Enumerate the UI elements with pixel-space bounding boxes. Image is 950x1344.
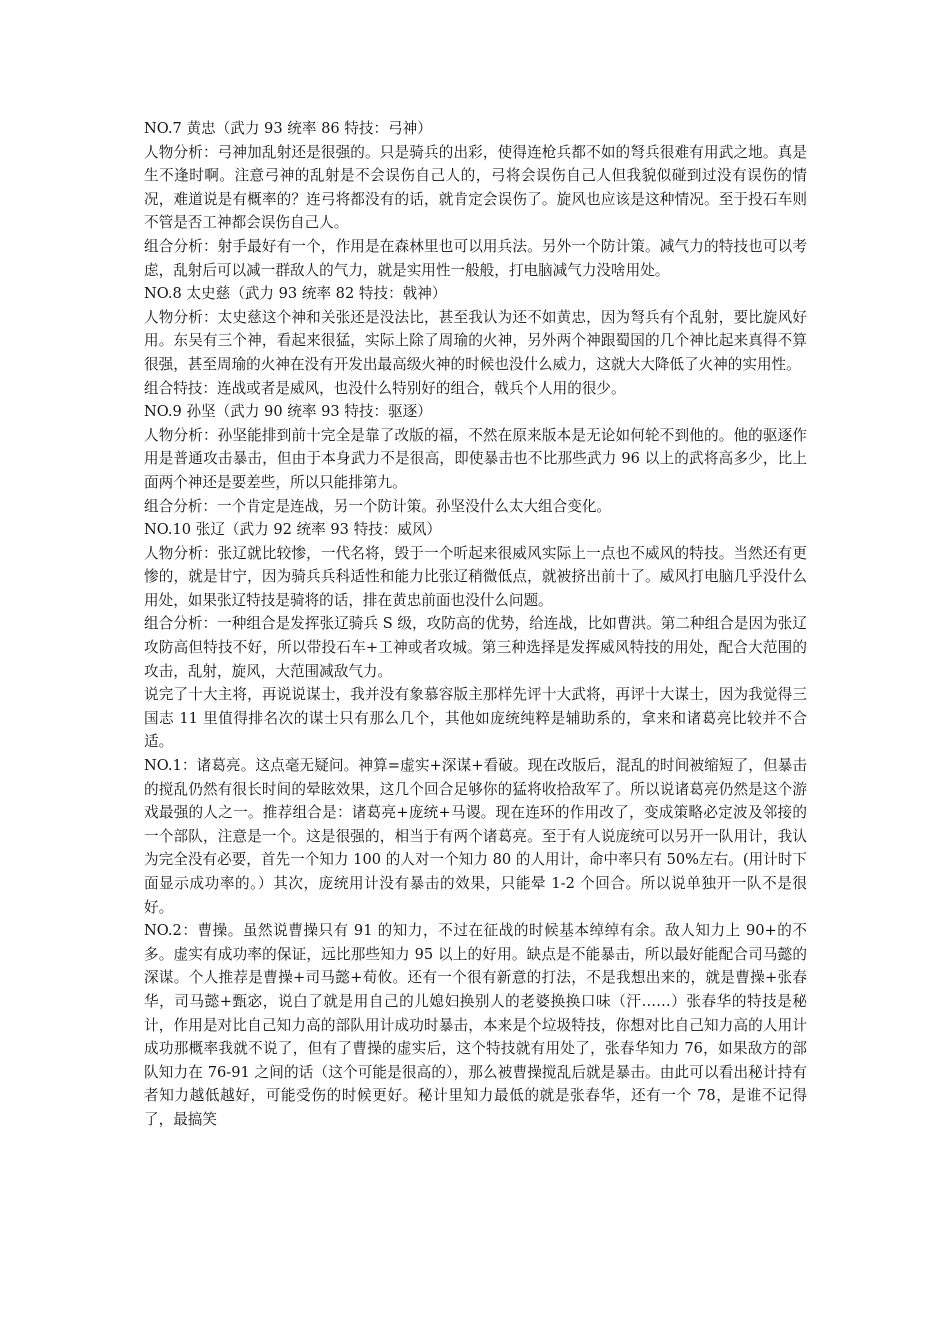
paragraph-taishi-ci-combo: 组合特技：连战或者是威风，也没什么特别好的组合，戟兵个人用的很少。 [144,379,626,397]
heading-huang-zhong: NO.7 黄忠（武力 93 统率 86 特技：弓神） [144,120,432,137]
paragraph-sun-jian-analysis: 人物分析：孙坚能排到前十完全是靠了改版的福，不然在原来版本是无论如何轮不到他的。他的驱逐作用是普通攻击暴击，但由于本身武力不是很高，即使暴击也不比那些武力 96 以上的武将高多少，比上面两个神还是要差些，所以只能排第九。 [144,426,807,491]
heading-sun-jian: NO.9 孙坚（武力 90 统率 93 特技：驱逐） [144,403,432,421]
paragraph-sun-jian-combo: 组合分析：一个肯定是连战，另一个防计策。孙坚没什么太大组合变化。 [144,497,612,515]
paragraph-zhuge-liang: NO.1：诸葛亮。这点毫无疑问。神算=虚实+深谋+看破。现在改版后，混乱的时间被缩短了，但暴击的搅乱仍然有很长时间的晕眩效果，这几个回合足够你的猛将收拾敌军了。所以说诸葛亮仍然是这个游戏最强的人之一。推荐组合是：诸葛亮+庞统+马谡。现在连环的作用改了，变成策略必定波及邻接的一个部队，注意是一个。这是很强的，相当于有两个诸葛亮。至于有人说庞统可以另开一队用计，我认为完全没有必要，首先一个知力 100 的人对一个知力 80 的人用计，命中率只有 50%左右。(用计时下面显示成功率的。）其次，庞统用计没有暴击的效果，只能晕 1-2 个回合。所以说单独开一队不是很好。 [144,757,807,916]
paragraph-cao-cao: NO.2：曹操。虽然说曹操只有 91 的知力，不过在征战的时候基本绰绰有余。敌人知力上 90+的不多。虚实有成功率的保证，远比那些知力 95 以上的好用。缺点是不能暴击，所以最好能配合司马懿的深谋。个人推荐是曹操+司马懿+荀攸。还有一个很有新意的打法，不是我想出来的，就是曹操+张春华，司马懿+甄宓，说白了就是用自己的儿媳妇换别人的老婆换换口味（汗……）张春华的特技是秘计，作用是对比自己知力高的部队用计成功时暴击，本来是个垃圾特技，你想对比自己知力高的人用计成功那概率我就不说了，但有了曹操的虚实后，这个特技就有用处了，张春华知力 76，如果敌方的部队知力在 76-91 之间的话（这个可能是很高的），那么被曹操搅乱后就是暴击。由此可以看出秘计持有者知力越低越好，可能受伤的时候更好。秘计里知力最低的就是张春华，还有一个 78，是谁不记得了，最搞笑 [144,922,807,1128]
document-body [144,117,807,1132]
paragraph-taishi-ci-analysis: 人物分析：太史慈这个神和关张还是没法比，甚至我认为还不如黄忠，因为弩兵有个乱射，要比旋风好用。东吴有三个神，看起来很猛，实际上除了周瑜的火神，另外两个神跟蜀国的几个神比起来真得不算很强，甚至周瑜的火神在没有开发出最高级火神的时候也没什么威力，这就大大降低了火神的实用性。 [144,308,807,373]
paragraph-zhang-liao-analysis: 人物分析：张辽就比较惨，一代名将，毁于一个听起来很威风实际上一点也不威风的特技。当然还有更惨的，就是甘宁，因为骑兵兵科适性和能力比张辽稍微低点，就被挤出前十了。威风打电脑几乎没什么用处，如果张辽特技是骑将的话，排在黄忠前面也没什么问题。 [144,544,807,609]
paragraph-advisors-intro: 说完了十大主将，再说说谋士，我并没有象慕容版主那样先评十大武将，再评十大谋士，因为我觉得三国志 11 里值得排名次的谋士只有那么几个，其他如庞统纯粹是辅助系的，拿来和诸葛亮比较并不合适。 [144,686,807,751]
heading-taishi-ci: NO.8 太史慈（武力 93 统率 82 特技：戟神） [144,285,447,303]
heading-zhang-liao: NO.10 张辽（武力 92 统率 93 特技：威风） [144,521,442,539]
paragraph-huang-zhong-combo: 组合分析：射手最好有一个，作用是在森林里也可以用兵法。另外一个防计策。减气力的特技也可以考虑，乱射后可以减一群敌人的气力，就是实用性一般般，打电脑减气力没啥用处。 [144,237,807,279]
paragraph-huang-zhong-analysis: 人物分析：弓神加乱射还是很强的。只是骑兵的出彩，使得连枪兵都不如的弩兵很难有用武之地。真是生不逢时啊。注意弓神的乱射是不会误伤自己人的，弓将会误伤自己人但我貌似碰到过没有误伤的情况，难道说是有概率的？连弓将都没有的话，就肯定会误伤了。旋风也应该是这种情况。至于投石车则不管是否工神都会误伤自己人。 [144,143,807,232]
paragraph-zhang-liao-combo: 组合分析：一种组合是发挥张辽骑兵 S 级，攻防高的优势，给连战，比如曹洪。第二种组合是因为张辽攻防高但特技不好，所以带投石车+工神或者攻城。第三种选择是发挥威风特技的用处，配合大范围的攻击，乱射，旋风，大范围减敌气力。 [144,615,807,680]
